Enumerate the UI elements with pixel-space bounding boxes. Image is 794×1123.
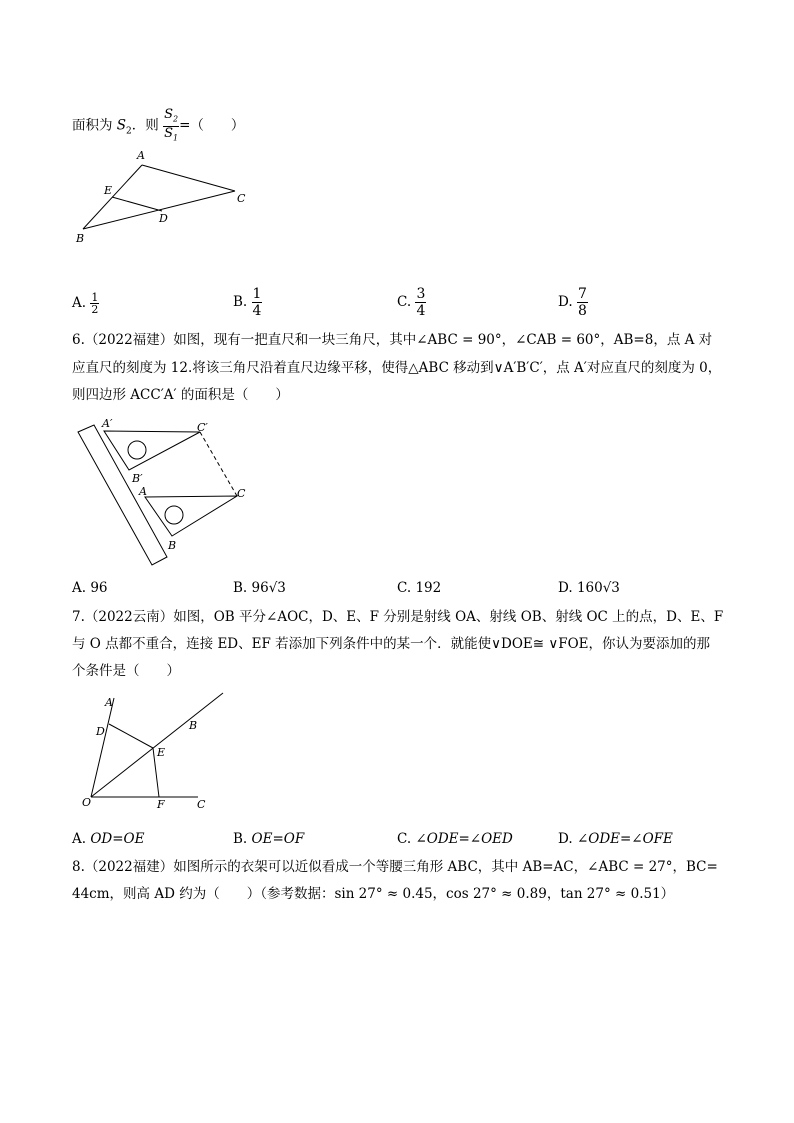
q6-stem-line1: 6.（2022福建）如图，现有一把直尺和一块三角尺，其中∠ABC = 90°，∠CAB = 60°，AB=8，点 A 对	[72, 332, 713, 348]
q7-option-a-text: OD=OE	[90, 831, 145, 847]
q5-ratio-den	[163, 127, 179, 145]
q5-option-a-letter: A.	[72, 295, 87, 311]
q7-option-c-text: ∠ODE=∠OED	[415, 831, 513, 847]
q5-num-s: S	[164, 107, 173, 122]
q7-option-a-letter: A.	[72, 831, 87, 847]
q5-stem-tail	[72, 108, 244, 144]
q6-option-a-letter: A.	[72, 580, 87, 596]
q5-option-d-letter: D.	[558, 294, 573, 310]
q5-s2-sub: 2	[126, 126, 132, 137]
q7-label-c: C	[197, 798, 206, 811]
q8-stem-line1: 8.（2022福建）如图所示的衣架可以近似看成一个等腰三角形 ABC，其中 AB=AC，∠ABC = 27°，BC=	[72, 859, 718, 875]
q5-option-a-den: 2	[91, 303, 99, 316]
q6-option-d-text: 160√3	[576, 580, 620, 596]
q5-den-sub: 1	[172, 133, 179, 143]
q7-stem-line1: 7.（2022云南）如图，OB 平分∠AOC，D、E、F 分别是射线 OA、射线 OB、射线 OC 上的点，D、E、F	[72, 609, 724, 625]
q6-option-b-letter: B.	[233, 580, 248, 596]
q5-segment-ed	[112, 197, 162, 211]
q6-stem-line3: 则四边形 ACC′A′ 的面积是（ ）	[72, 387, 289, 403]
q5-option-c-num: 3	[416, 286, 426, 302]
q7-option-b[interactable]	[233, 829, 304, 849]
q5-label-c: C	[237, 192, 246, 205]
q5-area-text: 面积为	[72, 117, 113, 134]
q5-option-c-letter: C.	[397, 294, 412, 310]
q6-option-c-letter: C.	[397, 580, 412, 596]
q8-stem-line2: 44cm，则高 AD 约为（ ）（参考数据：sin 27° ≈ 0.45，cos 27° ≈ 0.89，tan 27° ≈ 0.51）	[72, 886, 675, 902]
q7-option-d-letter: D.	[558, 831, 573, 847]
q5-option-b-frac	[252, 286, 263, 319]
q5-den-s: S	[164, 125, 173, 141]
q6-label-c: C	[237, 487, 246, 500]
q5-option-c-den: 4	[416, 303, 426, 319]
q5-label-e: E	[104, 184, 113, 197]
q6-option-d[interactable]	[558, 578, 620, 598]
q6-hole-moved	[128, 441, 146, 459]
q6-option-a-text: 96	[90, 580, 108, 596]
q5-option-d[interactable]	[558, 286, 588, 319]
q7-stem-line2: 与 O 点都不重合，连接 ED、EF 若添加下列条件中的某一个．就能使∨DOE≅ ∨FOE，你认为要添加的那	[72, 636, 711, 652]
q7-option-b-text: OE=OF	[251, 831, 305, 847]
q5-blank: =（ ）	[179, 117, 245, 134]
q6-option-d-letter: D.	[558, 580, 573, 596]
q7-option-d-text: ∠ODE=∠OFE	[576, 831, 673, 847]
q5-label-d: D	[159, 212, 168, 225]
q5-option-c[interactable]	[397, 286, 426, 319]
q5-option-c-frac	[415, 286, 426, 319]
q5-then: ．则	[131, 117, 159, 134]
q6-label-c1: C′	[197, 421, 208, 434]
q6-ruler	[78, 425, 167, 565]
q6-label-a: A	[139, 485, 147, 498]
q6-option-b-text: 96√3	[251, 580, 286, 596]
q7-option-c-letter: C.	[397, 831, 412, 847]
q7-label-a: A	[105, 696, 113, 709]
q7-segment-de	[109, 724, 153, 748]
q5-option-b-num: 1	[252, 286, 262, 302]
q6-label-b: B	[168, 539, 177, 552]
q6-option-c-text: 192	[415, 580, 442, 596]
q7-option-a[interactable]	[72, 829, 144, 849]
q5-option-d-frac	[577, 286, 588, 319]
q5-s2: S	[116, 117, 127, 134]
q5-edge-ac	[142, 165, 235, 191]
q5-option-b[interactable]	[233, 286, 262, 319]
q6-stem-line2: 应直尺的刻度为 12.将该三角尺沿着直尺边缘平移，使得△ABC 移动到∨A′B′C′，点 A′对应直尺的刻度为 0，	[72, 360, 722, 376]
q5-option-a[interactable]	[72, 292, 99, 315]
q7-label-f: F	[157, 798, 165, 811]
q7-label-b: B	[189, 719, 198, 732]
q5-option-a-num: 1	[91, 291, 99, 304]
q5-ratio-num	[163, 108, 179, 127]
q5-option-b-letter: B.	[233, 294, 248, 310]
q7-angle-bisector-figure	[75, 688, 235, 813]
q6-label-b1: B′	[132, 472, 143, 485]
q5-ratio-fraction	[163, 108, 179, 144]
q7-option-d[interactable]	[558, 829, 673, 849]
q6-triangle-moved	[104, 431, 200, 470]
q5-option-d-den: 8	[577, 303, 587, 319]
q6-dashed-cc	[200, 432, 237, 496]
q6-option-a[interactable]	[72, 578, 108, 598]
q7-label-o: O	[82, 796, 92, 809]
q5-label-b: B	[76, 232, 85, 245]
q6-ruler-triangle-figure	[70, 412, 260, 572]
q5-option-d-num: 7	[577, 286, 587, 302]
q6-label-a1: A′	[102, 417, 113, 430]
q6-option-b[interactable]	[233, 578, 286, 598]
q7-stem-line3: 个条件是（ ）	[72, 663, 180, 679]
q5-option-b-den: 4	[252, 303, 262, 319]
q7-label-e: E	[157, 746, 166, 759]
q6-hole-original	[165, 506, 183, 524]
q7-option-c[interactable]	[397, 829, 513, 849]
q5-label-a: A	[137, 149, 145, 162]
q6-option-c[interactable]	[397, 578, 441, 598]
q7-label-d: D	[96, 725, 105, 738]
q5-option-a-frac	[90, 292, 99, 315]
q6-triangle-original	[145, 496, 237, 536]
q5-num-sub: 2	[172, 114, 179, 124]
q5-triangle-figure	[70, 145, 260, 250]
q7-option-b-letter: B.	[233, 831, 248, 847]
